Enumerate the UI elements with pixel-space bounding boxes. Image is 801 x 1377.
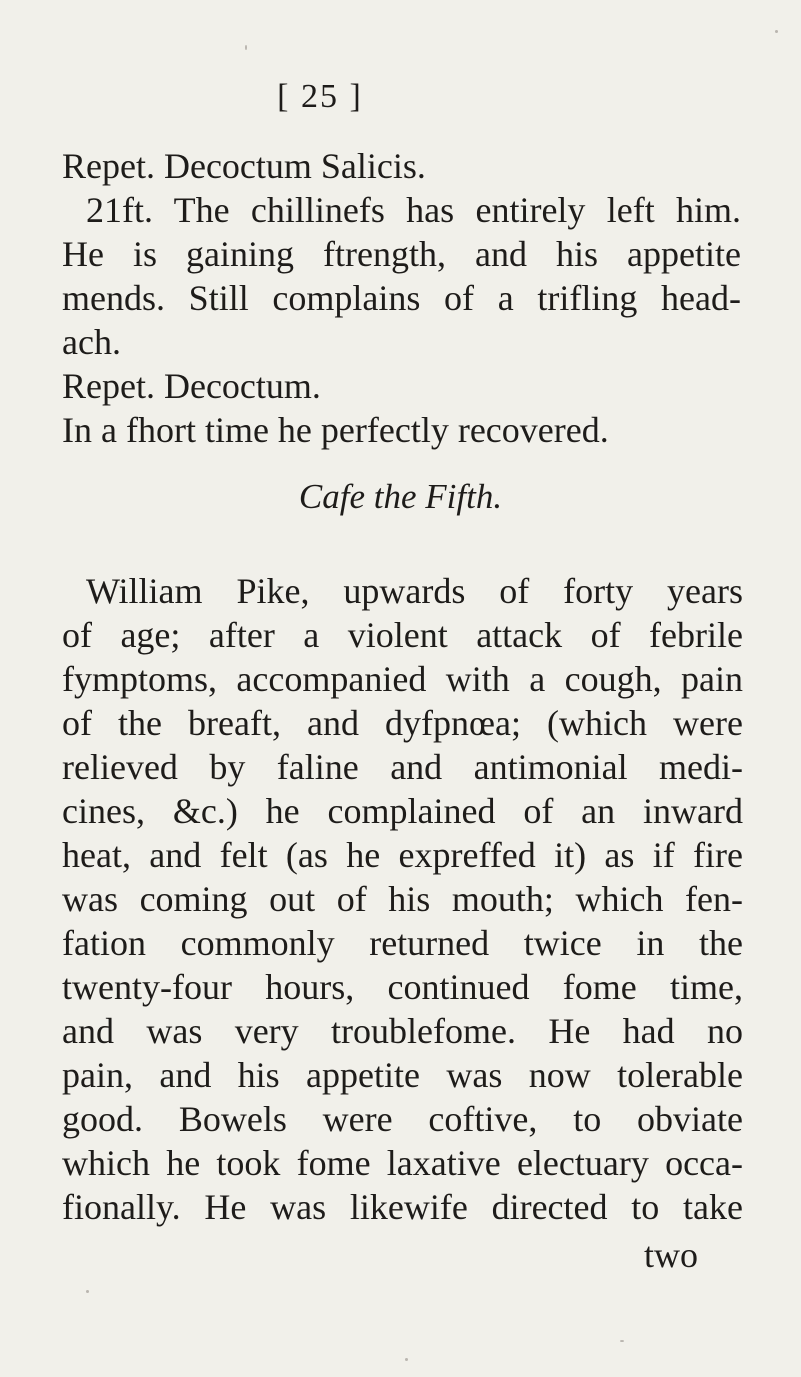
paper-speck (620, 1340, 624, 1342)
text-line: fymptoms, accompanied with a cough, pain (62, 659, 743, 699)
text-line: cines, &c.) he complained of an inward (62, 791, 743, 831)
text-line: In a fhort time he perfectly recovered. (62, 410, 609, 450)
text-line: Repet. Decoctum. (62, 366, 321, 406)
text-line: pain, and his appetite was now tolerable (62, 1055, 743, 1095)
text-line: He is gaining ftrength, and his appetite (62, 234, 741, 274)
text-line: twenty-four hours, continued fome time, (62, 967, 743, 1007)
case-heading: Cafe the Fifth. (298, 477, 503, 516)
text-line: relieved by faline and antimonial medi- (62, 747, 743, 787)
text-line: ach. (62, 322, 121, 362)
text-line: was coming out of his mouth; which fen- (62, 879, 743, 919)
text-line: fionally. He was likewife directed to take (62, 1187, 743, 1227)
text-line: William Pike, upwards of forty years (86, 571, 743, 611)
text-line: of the breaft, and dyfpnœa; (which were (62, 703, 743, 743)
text-line: Repet. Decoctum Salicis. (62, 146, 426, 186)
text-line: good. Bowels were coftive, to obviate (62, 1099, 743, 1139)
paper-speck (86, 1290, 89, 1293)
page-number: [ 25 ] (277, 78, 363, 115)
paper-speck (775, 30, 778, 33)
text-line: 21ft. The chillinefs has entirely left him. (86, 190, 741, 230)
paper-speck (245, 45, 247, 50)
catchword: two (644, 1235, 698, 1275)
text-line: which he took fome laxative electuary occa- (62, 1143, 743, 1183)
paper-speck (405, 1358, 408, 1361)
text-line: mends. Still complains of a trifling head- (62, 278, 741, 318)
text-line: fation commonly returned twice in the (62, 923, 743, 963)
text-line: heat, and felt (as he expreffed it) as if fire (62, 835, 743, 875)
text-line: of age; after a violent attack of febrile (62, 615, 743, 655)
text-line: and was very troublefome. He had no (62, 1011, 743, 1051)
